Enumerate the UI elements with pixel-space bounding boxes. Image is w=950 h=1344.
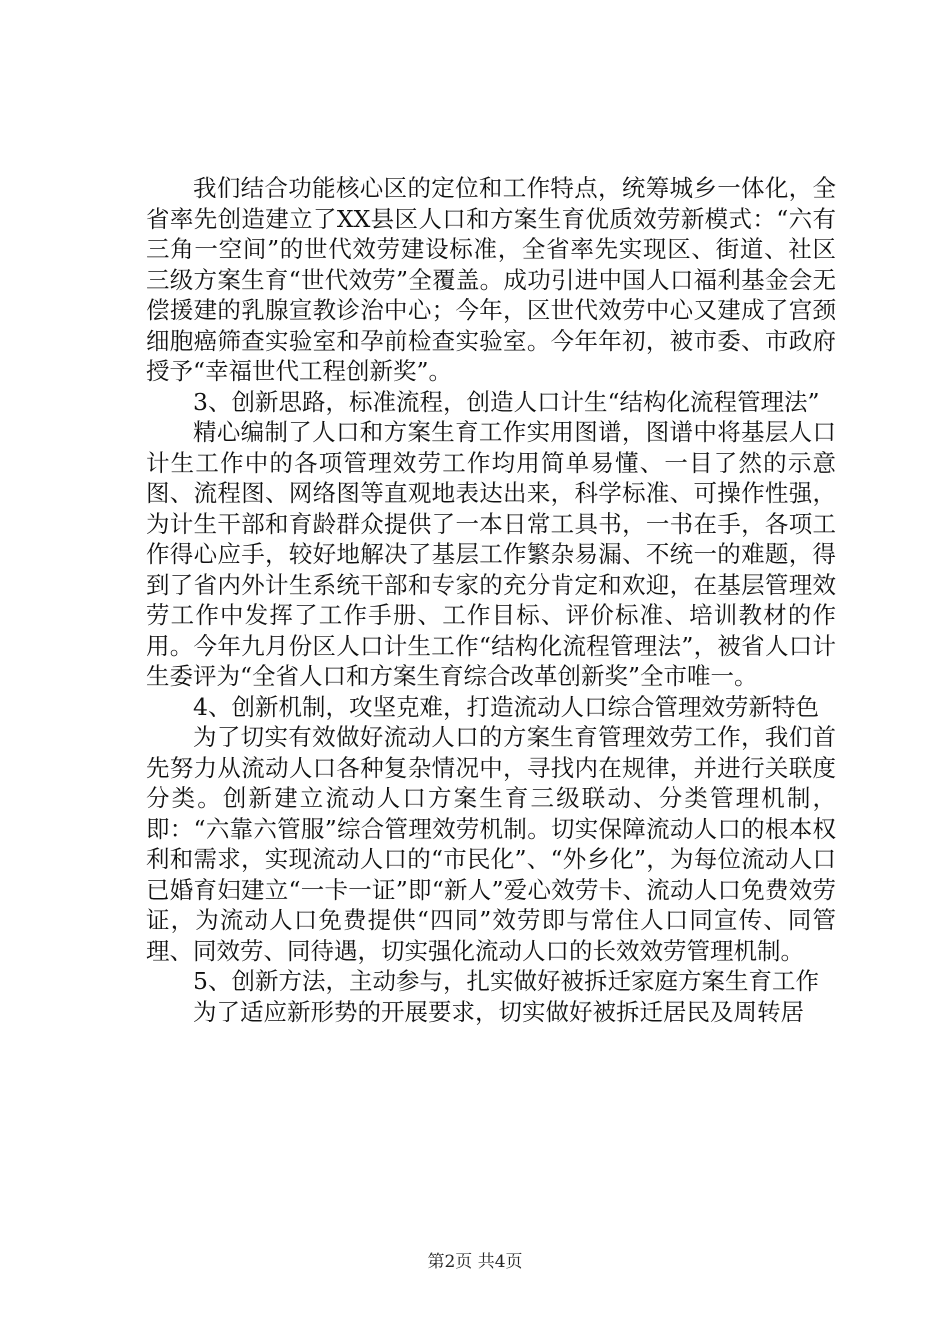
paragraph-relocation: 为了适应新形势的开展要求，切实做好被拆迁居民及周转居	[193, 997, 804, 1026]
page-number-footer: 第2页 共4页	[427, 1252, 523, 1272]
paragraph-service-model: 我们结合功能核心区的定位和工作特点，统筹城乡一体化，全省率先创造建立了XX县区人口和方案生育优质效劳新模式：“六有三角一空间”的世代效劳建设标准，全省率先实现区、街道、社区三级方案生育“世代效劳”全覆盖。成功引进中国人口福利基金会无偿援建的乳腺宣教诊治中心；今年，区世代效劳中心又建成了宫颈细胞癌筛查实验室和孕前检查实验室。今年年初，被市委、市政府授予“幸福世代工程创新奖”。	[146, 174, 836, 385]
document-body	[146, 173, 836, 1027]
paragraph-floating-population: 为了切实有效做好流动人口的方案生育管理效劳工作，我们首先努力从流动人口各种复杂情况中，寻找内在规律，并进行关联度分类。创新建立流动人口方案生育三级联动、分类管理机制，即：“六靠六管服”综合管理效劳机制。切实保障流动人口的根本权利和需求，实现流动人口的“市民化”、“外乡化”，为每位流动人口已婚育妇建立“一卡一证”即“新人”爱心效劳卡、流动人口免费效劳证，为流动人口免费提供“四同”效劳即与常住人口同宣传、同管理、同效劳、同待遇，切实强化流动人口的长效效劳管理机制。	[146, 723, 836, 965]
heading-item-4: 4、创新机制，攻坚克难，打造流动人口综合管理效劳新特色	[193, 692, 819, 721]
heading-item-5: 5、创新方法，主动参与，扎实做好被拆迁家庭方案生育工作	[193, 967, 819, 995]
heading-item-3: 3、创新思路，标准流程，创造人口计生“结构化流程管理法”	[193, 387, 820, 416]
paragraph-process-management: 精心编制了人口和方案生育工作实用图谱，图谱中将基层人口计生工作中的各项管理效劳工作均用简单易懂、一目了然的示意图、流程图、网络图等直观地表达出来，科学标准、可操作性强，为计生干部和育龄群众提供了一本日常工具书，一书在手，各项工作得心应手，较好地解决了基层工作繁杂易漏、不统一的难题，得到了省内外计生系统干部和专家的充分肯定和欢迎，在基层管理效劳工作中发挥了工作手册、工作目标、评价标准、培训教材的作用。今年九月份区人口计生工作“结构化流程管理法”，被省人口计生委评为“全省人口和方案生育综合改革创新奖”全市唯一。	[146, 418, 836, 690]
